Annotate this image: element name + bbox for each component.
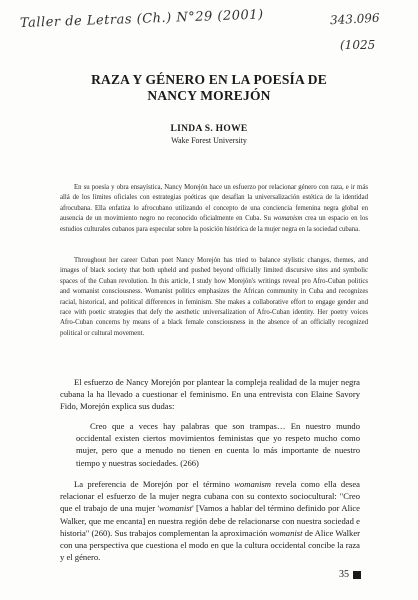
- handwritten-code: 343.096: [329, 10, 380, 28]
- article-title-line-2: NANCY MOREJÓN: [147, 88, 271, 103]
- abstract-english: Throughout her career Cuban poet Nancy Morejón has tried to balance stylistic changes, themes, and images of black society that both upheld and pushed beyond officially limited discursive sites and symbolic spaces of the Cuban revolution. In this article, I study how Morejón's writings reveal pro Afro-Cuban politics and womanist consciousness. Womanist politics emphasizes the African community in Cuba and recognizes racial, historical, and political differences in feminism. She makes a collaborative effort to engage gender and race with poetic strategies that defy the aesthetic universalization of Afro-Cuban identity. Her poetry voices Afro-Cuban concerns by means of a black female consciousness in the absence of an officially recognized political or cultural movement.: [60, 257, 368, 337]
- author-name: LINDA S. HOWE: [170, 124, 248, 134]
- page-end-square: [353, 571, 361, 579]
- page-number: 35: [339, 569, 349, 580]
- body-paragraph-1: El esfuerzo de Nancy Morejón por plantear la compleja realidad de la mujer negra cubana la ha llevado a cuestionar el feminismo. En una entrevista con Elaine Savory Fido, Morejón explica sus dudas:: [60, 377, 360, 412]
- author-affiliation: Wake Forest University: [171, 136, 247, 145]
- abstract-spanish: En su poesía y obra ensayística, Nancy Morejón hace un esfuerzo por relacionar género con raza, e ir más allá de los límites oficiales con estrategias poéticas que desafían la universalización estética de la identidad afrocubana. Ella enfatiza lo afrocubano utilizando el concepto de una conciencia femenina negra global en ausencia de un movimiento negro no reconocido oficialmente en Cuba. Su womanism crea un espacio en los estudios culturales cubanos para especular sobre la posición histórica de la mujer negra en la sociedad cubana.: [60, 184, 368, 233]
- block-quote: Creo que a veces hay palabras que son trampas… En nuestro mundo occidental existen ciertos movimientos feministas que yo respeto mucho como mujer, pero que a menudo no tienen en cuenta lo más importante de nuestro tiempo y nuestras sociedades. (266): [76, 421, 360, 468]
- handwritten-number: (1025: [340, 38, 376, 52]
- body-paragraph-2: La preferencia de Morejón por el término womanism revela como ella desea relacionar el esfuerzo de la mujer negra cubana con su contexto sociocultural: "Creo que el trabajo de una mujer 'womanist' [Vamos a hablar del término definido por Alice Walker, que me encanta] en nuestra región debe de relacionarse con nuestra sociedad e historia" (260). Sus trabajos complementan la aproximación womanist de Alice Walker con una perspectiva que cuestiona el modo en que la cultura occidental concibe la raza y el género.: [60, 479, 360, 563]
- handwritten-citation: Taller de Letras (Ch.) N°29 (2001): [19, 7, 264, 31]
- article-title-line-1: RAZA Y GÉNERO EN LA POESÍA DE: [91, 72, 327, 87]
